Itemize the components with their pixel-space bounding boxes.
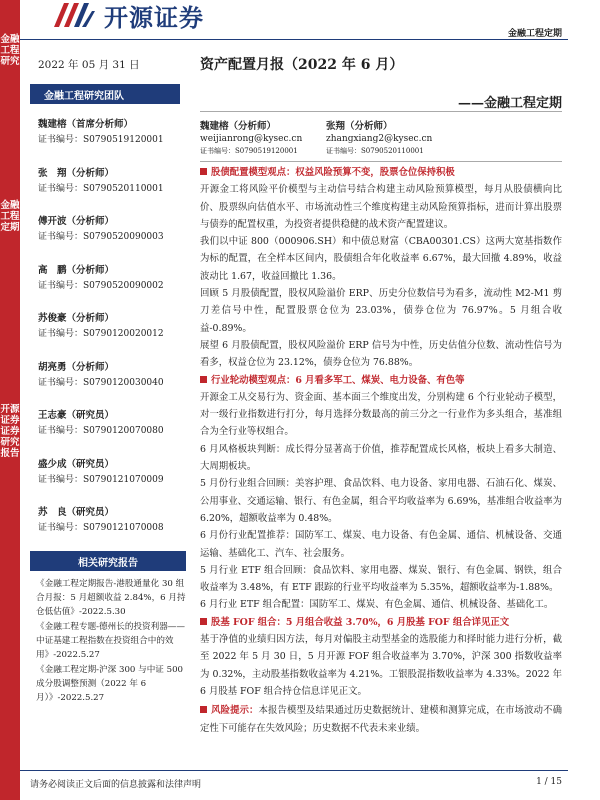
footer-disclaimer: 请务必阅读正文后面的信息披露和法律声明 bbox=[30, 780, 202, 790]
author-name: 魏建榕（分析师） bbox=[200, 121, 277, 132]
logo-text: 开源证券 bbox=[104, 3, 204, 32]
paragraph: 5 月行业 ETF 组合回顾：食品饮料、家用电器、煤炭、银行、有色金属、钢铁，组合收益率为 3.48%，有 ETF 跟踪的行业平均收益率为 5.35%，超额收益率为-1.88%。 bbox=[200, 564, 562, 594]
analyst-name: 王志豪（研究员） bbox=[38, 410, 115, 421]
paragraph: 5 月份行业组合回顾：美容护理、食品饮料、电力设备、家用电器、石油石化、煤炭、公用事业、交通运输、银行、有色金属，组合平均收益率为 6.69%，基准组合收益率为 6.20%，超额收益率为 0.48%。 bbox=[200, 478, 562, 524]
analyst-cert: 证书编号：S0790121070009 bbox=[38, 474, 164, 485]
section-heading: 股基 FOF 组合：5 月组合收益 3.70%，6 月股基 FOF 组合详见正文 bbox=[200, 614, 562, 631]
analyst-item bbox=[38, 215, 188, 264]
section-heading: 股债配置模型观点：权益风险预算不变，股票仓位保持积极 bbox=[200, 164, 562, 181]
side-label-research: 金融工程研究 bbox=[0, 34, 20, 67]
paragraph: 回顾 5 月股债配置，股权风险溢价 ERP、历史分位数信号为看多，流动性 M2-M1 剪刀差信号中性，配置股票仓位为 23.03%，债券仓位为 76.97%。5 月组合收益-0.89%。 bbox=[200, 288, 562, 334]
analyst-cert: 证书编号：S0790120030040 bbox=[38, 377, 164, 388]
paragraph: 6 月份行业配置推荐：国防军工、煤炭、电力设备、有色金属、通信、机械设备、交通运输、基础化工、汽车、社会服务。 bbox=[200, 530, 562, 559]
analyst-cert: 证书编号：S0790121070008 bbox=[38, 523, 164, 533]
analyst-cert: 证书编号：S0790520090002 bbox=[38, 280, 164, 291]
analyst-name: 盛少成（研究员） bbox=[38, 458, 115, 470]
team-header: 金融工程研究团队 bbox=[30, 84, 180, 104]
risk-warning bbox=[200, 702, 562, 737]
analyst-item bbox=[38, 167, 188, 216]
paragraph: 本报告模型及结果通过历史数据统计、建模和测算完成，在市场波动不确定性下可能存在失效风险；历史数据不代表未来业绩。 bbox=[200, 705, 562, 734]
analyst-cert: 证书编号：S0790120070080 bbox=[38, 426, 164, 436]
related-reports-header: 相关研究报告 bbox=[30, 551, 186, 571]
related-report-link[interactable]: 《金融工程专题-德州长的投资利器——中证基建工程指数在投资组合中的效用》-2022.5.27 bbox=[36, 622, 185, 660]
divider bbox=[200, 161, 562, 162]
related-report-link[interactable]: 《金融工程定期报告-港股通量化 30 组合月报：5 月超额收益 2.84%，6 月持仓低估值》-2022.5.30 bbox=[36, 579, 186, 617]
paragraph: 6 月行业 ETF 组合配置：国防军工、煤炭、有色金属、通信、机械设备、基础化工。 bbox=[200, 599, 554, 611]
analyst-cert: 证书编号：S0790520090003 bbox=[38, 232, 164, 242]
author-name: 张翔（分析师） bbox=[326, 121, 393, 132]
analyst-item bbox=[38, 361, 188, 410]
analyst-cert: 证书编号：S0790520110001 bbox=[38, 183, 164, 194]
side-strip bbox=[0, 0, 20, 800]
section-heading: 行业轮动模型观点：6 月看多军工、煤炭、电力设备、有色等 bbox=[200, 372, 562, 389]
analyst-name: 胡亮勇（分析师） bbox=[38, 361, 115, 373]
analyst-name: 魏建榕（首席分析师） bbox=[38, 119, 134, 130]
related-report-link[interactable]: 《金融工程定期-沪深 300 与中证 500 成分股调整预测（2022 年 6 月）》-2022.5.27 bbox=[36, 665, 184, 703]
paragraph: 6 月风格板块判断：成长得分显著高于价值，推荐配置成长风格，板块上看多大制造、大周期板块。 bbox=[200, 443, 562, 473]
author-block bbox=[200, 121, 302, 157]
bullet-icon bbox=[200, 376, 207, 383]
side-label-category: 金融工程定期 bbox=[0, 200, 20, 233]
author-block bbox=[326, 121, 432, 157]
divider bbox=[200, 111, 562, 112]
logo bbox=[52, 0, 204, 30]
analyst-item bbox=[38, 506, 188, 555]
page-subtitle: ——金融工程定期 bbox=[457, 96, 562, 111]
paragraph: 基于净值的业绩归因方法，每月对偏股主动型基金的选股能力和择时能力进行分析，截至 2022 年 5 月 30 日，5 月开源 FOF 组合收益率为 3.70%，沪深 300 指数收益率为 0.32%，主动股基指数收益率为 4.21%。工银股混指数收益率为 4.33%。2022 年 6 月股基 FOF 组合持仓信息详见正文。 bbox=[200, 634, 562, 697]
related-reports-list bbox=[36, 577, 188, 706]
analyst-item bbox=[38, 118, 188, 167]
analyst-item bbox=[38, 458, 188, 507]
author-cert: 证书编号：S0790519120001 bbox=[200, 147, 298, 155]
analyst-item bbox=[38, 409, 188, 458]
author-email[interactable]: zhangxiang2@kysec.cn bbox=[326, 134, 433, 144]
header-rule bbox=[20, 39, 568, 40]
bullet-icon bbox=[200, 168, 207, 175]
paragraph: 展望 6 月股债配置，股权风险溢价 ERP 信号为中性，历史估值分位数、流动性信号为看多，权益仓位为 23.12%，债券仓位为 76.88%。 bbox=[200, 339, 562, 369]
page-title: 资产配置月报（2022 年 6 月） bbox=[200, 57, 404, 73]
report-body bbox=[200, 164, 562, 737]
bullet-icon bbox=[200, 706, 207, 713]
analyst-list bbox=[38, 118, 188, 555]
report-date: 2022 年 05 月 31 日 bbox=[38, 59, 140, 71]
side-label-report: 开源证券 证券研究报告 bbox=[0, 404, 20, 459]
paragraph: 我们以中证 800（000906.SH）和中债总财富（CBA00301.CS）这两大宽基指数作为标的配置，在全样本区间内，股债组合年化收益率 6.67%，最大回撤 4.89%，收益波动比 1.67，收益回撤比 1.36。 bbox=[200, 236, 562, 282]
analyst-name: 苏俊豪（分析师） bbox=[38, 313, 115, 324]
analyst-name: 高 鹏（分析师） bbox=[38, 264, 115, 276]
analyst-name: 傅开波（分析师） bbox=[38, 216, 115, 227]
section-heading: 风险提示： bbox=[211, 705, 259, 717]
logo-mark-icon bbox=[52, 1, 96, 29]
analyst-item bbox=[38, 312, 188, 361]
page-number: 1 / 15 bbox=[536, 777, 562, 787]
report-category: 金融工程定期 bbox=[507, 29, 562, 39]
analyst-cert: 证书编号：S0790120020012 bbox=[38, 329, 164, 339]
analyst-item bbox=[38, 264, 188, 313]
analyst-cert: 证书编号：S0790519120001 bbox=[38, 135, 164, 145]
author-email[interactable]: weijianrong@kysec.cn bbox=[200, 134, 303, 144]
bullet-icon bbox=[200, 618, 207, 625]
analyst-name: 苏 良（研究员） bbox=[38, 507, 115, 518]
analyst-name: 张 翔（分析师） bbox=[38, 167, 115, 179]
footer-rule bbox=[20, 770, 568, 771]
paragraph: 开源金工将风险平价模型与主动信号结合构建主动风险预算模型，每月从股债横向比价、股票纵向估值水平、市场流动性三个维度构建主动风险预算指标，进而计算出股票与债券的配置权重，为投资者提供稳健的战术资产配置建议。 bbox=[200, 184, 562, 230]
author-cert: 证书编号：S0790520110001 bbox=[326, 147, 424, 155]
paragraph: 开源金工从交易行为、资金面、基本面三个维度出发，分别构建 6 个行业轮动子模型，对一级行业指数进行打分，每月选择分数最高的前三分之一行业作为多头组合，基准组合为全行业等权组合。 bbox=[200, 391, 562, 438]
